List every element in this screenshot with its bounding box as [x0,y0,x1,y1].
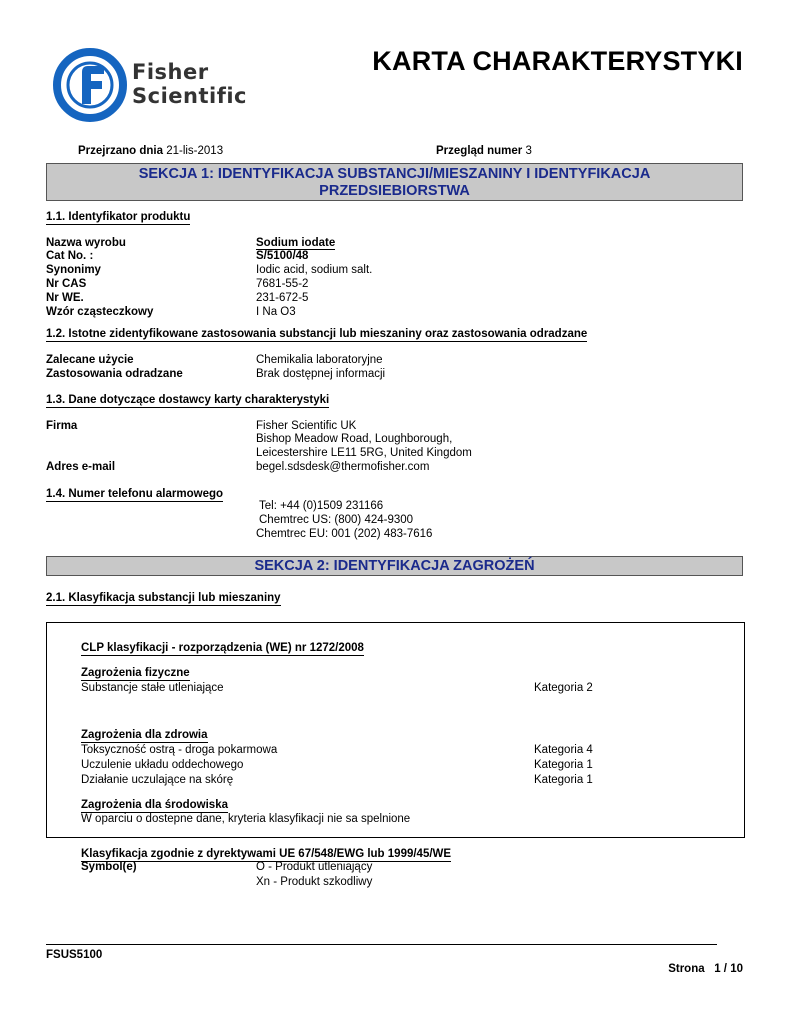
review-value: 3 [525,145,532,157]
page-value: 1 / 10 [714,963,743,975]
sub2-heading [46,328,587,342]
logo-text-line2: Scientific [132,84,247,108]
footer-divider [46,944,717,945]
section1-title-line2: PRZEDSIEBIORSTWA [319,183,470,199]
section2-title: SEKCJA 2: IDENTYFIKACJA ZAGROŻEŃ [254,558,535,574]
sub21-heading [46,592,281,606]
product-value-0 [256,237,335,250]
company-line-0: Fisher Scientific UK [256,420,357,432]
email-value[interactable]: begel.sdsdesk@thermofisher.com [256,461,430,473]
revised-label: Przejrzano dnia [78,145,163,157]
footer-code: FSUS5100 [46,949,103,961]
health-hazard-1: Uczulenie układu oddechowego [81,759,244,771]
section2-header [46,556,743,576]
product-value-2: Iodic acid, sodium salt. [256,264,373,276]
physical-hazard-0: Substancje stałe utleniające [81,682,224,694]
physical-heading [81,667,190,681]
sub3-heading [46,394,329,408]
sub1-heading [46,211,190,225]
section1-header [46,163,743,201]
directive-heading-text: Klasyfikacja zgodnie z dyrektywami UE 67/548/EWG lub 1999/45/WE [81,848,452,860]
physical-category-0: Kategoria 2 [534,682,593,694]
symbol-label: Symbol(e) [81,861,137,873]
sub21-heading-text: 2.1. Klasyfikacja substancji lub mieszaniny [46,592,281,604]
health-hazard-2: Działanie uczulające na skórę [81,774,234,786]
phone-2: Chemtrec EU: 001 (202) 483-7616 [256,528,433,540]
revised-value: 21-lis-2013 [166,145,224,157]
product-label-1: Cat No. : [46,250,94,262]
email-label: Adres e-mail [46,461,116,473]
physical-heading-text: Zagrożenia fizyczne [81,667,190,679]
product-value-3: 7681-55-2 [256,278,309,290]
fisher-scientific-logo-icon [52,46,132,124]
page-number [668,963,743,975]
use-label-1: Zastosowania odradzane [46,368,183,380]
sub4-heading [46,488,223,502]
product-name: Sodium iodate [256,237,336,249]
sub4-heading-text: 1.4. Numer telefonu alarmowego [46,488,224,500]
company-logo [50,46,250,124]
product-value-1: S/5100/48 [256,250,309,262]
sub1-heading-text: 1.1. Identyfikator produktu [46,211,191,223]
symbol-0: O - Produkt utleniający [256,861,373,873]
review-label: Przegląd numer [436,145,523,157]
env-heading-text: Zagrożenia dla środowiska [81,799,228,811]
health-category-2: Kategoria 1 [534,774,593,786]
product-value-5: I Na O3 [256,306,296,318]
health-category-0: Kategoria 4 [534,744,593,756]
clp-heading [81,642,364,656]
review-number [436,145,532,157]
product-label-4: Nr WE. [46,292,84,304]
phone-0: Tel: +44 (0)1509 231166 [259,500,384,512]
page-label: Strona [668,963,705,975]
product-label-0: Nazwa wyrobu [46,237,126,249]
product-value-4: 231-672-5 [256,292,309,304]
revised-date [78,145,223,157]
logo-text-line1: Fisher [132,60,209,84]
health-heading-text: Zagrożenia dla zdrowia [81,729,208,741]
symbol-1: Xn - Produkt szkodliwy [256,876,373,888]
use-value-0: Chemikalia laboratoryjne [256,354,383,366]
section1-title-line1: SEKCJA 1: IDENTYFIKACJA SUBSTANCJI/MIESZANINY I IDENTYFIKACJA [138,166,651,182]
health-hazard-0: Toksyczność ostrą - droga pokarmowa [81,744,278,756]
health-category-1: Kategoria 1 [534,759,593,771]
sub2-heading-text: 1.2. Istotne zidentyfikowane zastosowania substancji lub mieszaniny oraz zastosowania odradzane [46,328,588,340]
product-label-5: Wzór cząsteczkowy [46,306,154,318]
env-heading [81,799,228,813]
directive-heading [81,848,451,862]
clp-heading-text: CLP klasyfikacji - rozporządzenia (WE) nr 1272/2008 [81,642,364,654]
use-label-0: Zalecane użycie [46,354,134,366]
phone-1: Chemtrec US: (800) 424-9300 [259,514,414,526]
health-heading [81,729,208,743]
document-title: KARTA CHARAKTERYSTYKI [372,46,743,76]
company-line-2: Leicestershire LE11 5RG, United Kingdom [256,447,472,459]
sub3-heading-text: 1.3. Dane dotyczące dostawcy karty charakterystyki [46,394,330,406]
product-label-2: Synonimy [46,264,101,276]
use-value-1: Brak dostępnej informacji [256,368,386,380]
company-label: Firma [46,420,78,432]
company-line-1: Bishop Meadow Road, Loughborough, [256,433,453,445]
env-text: W oparciu o dostepne dane, kryteria klasyfikacji nie sa spelnione [81,813,411,825]
product-label-3: Nr CAS [46,278,87,290]
